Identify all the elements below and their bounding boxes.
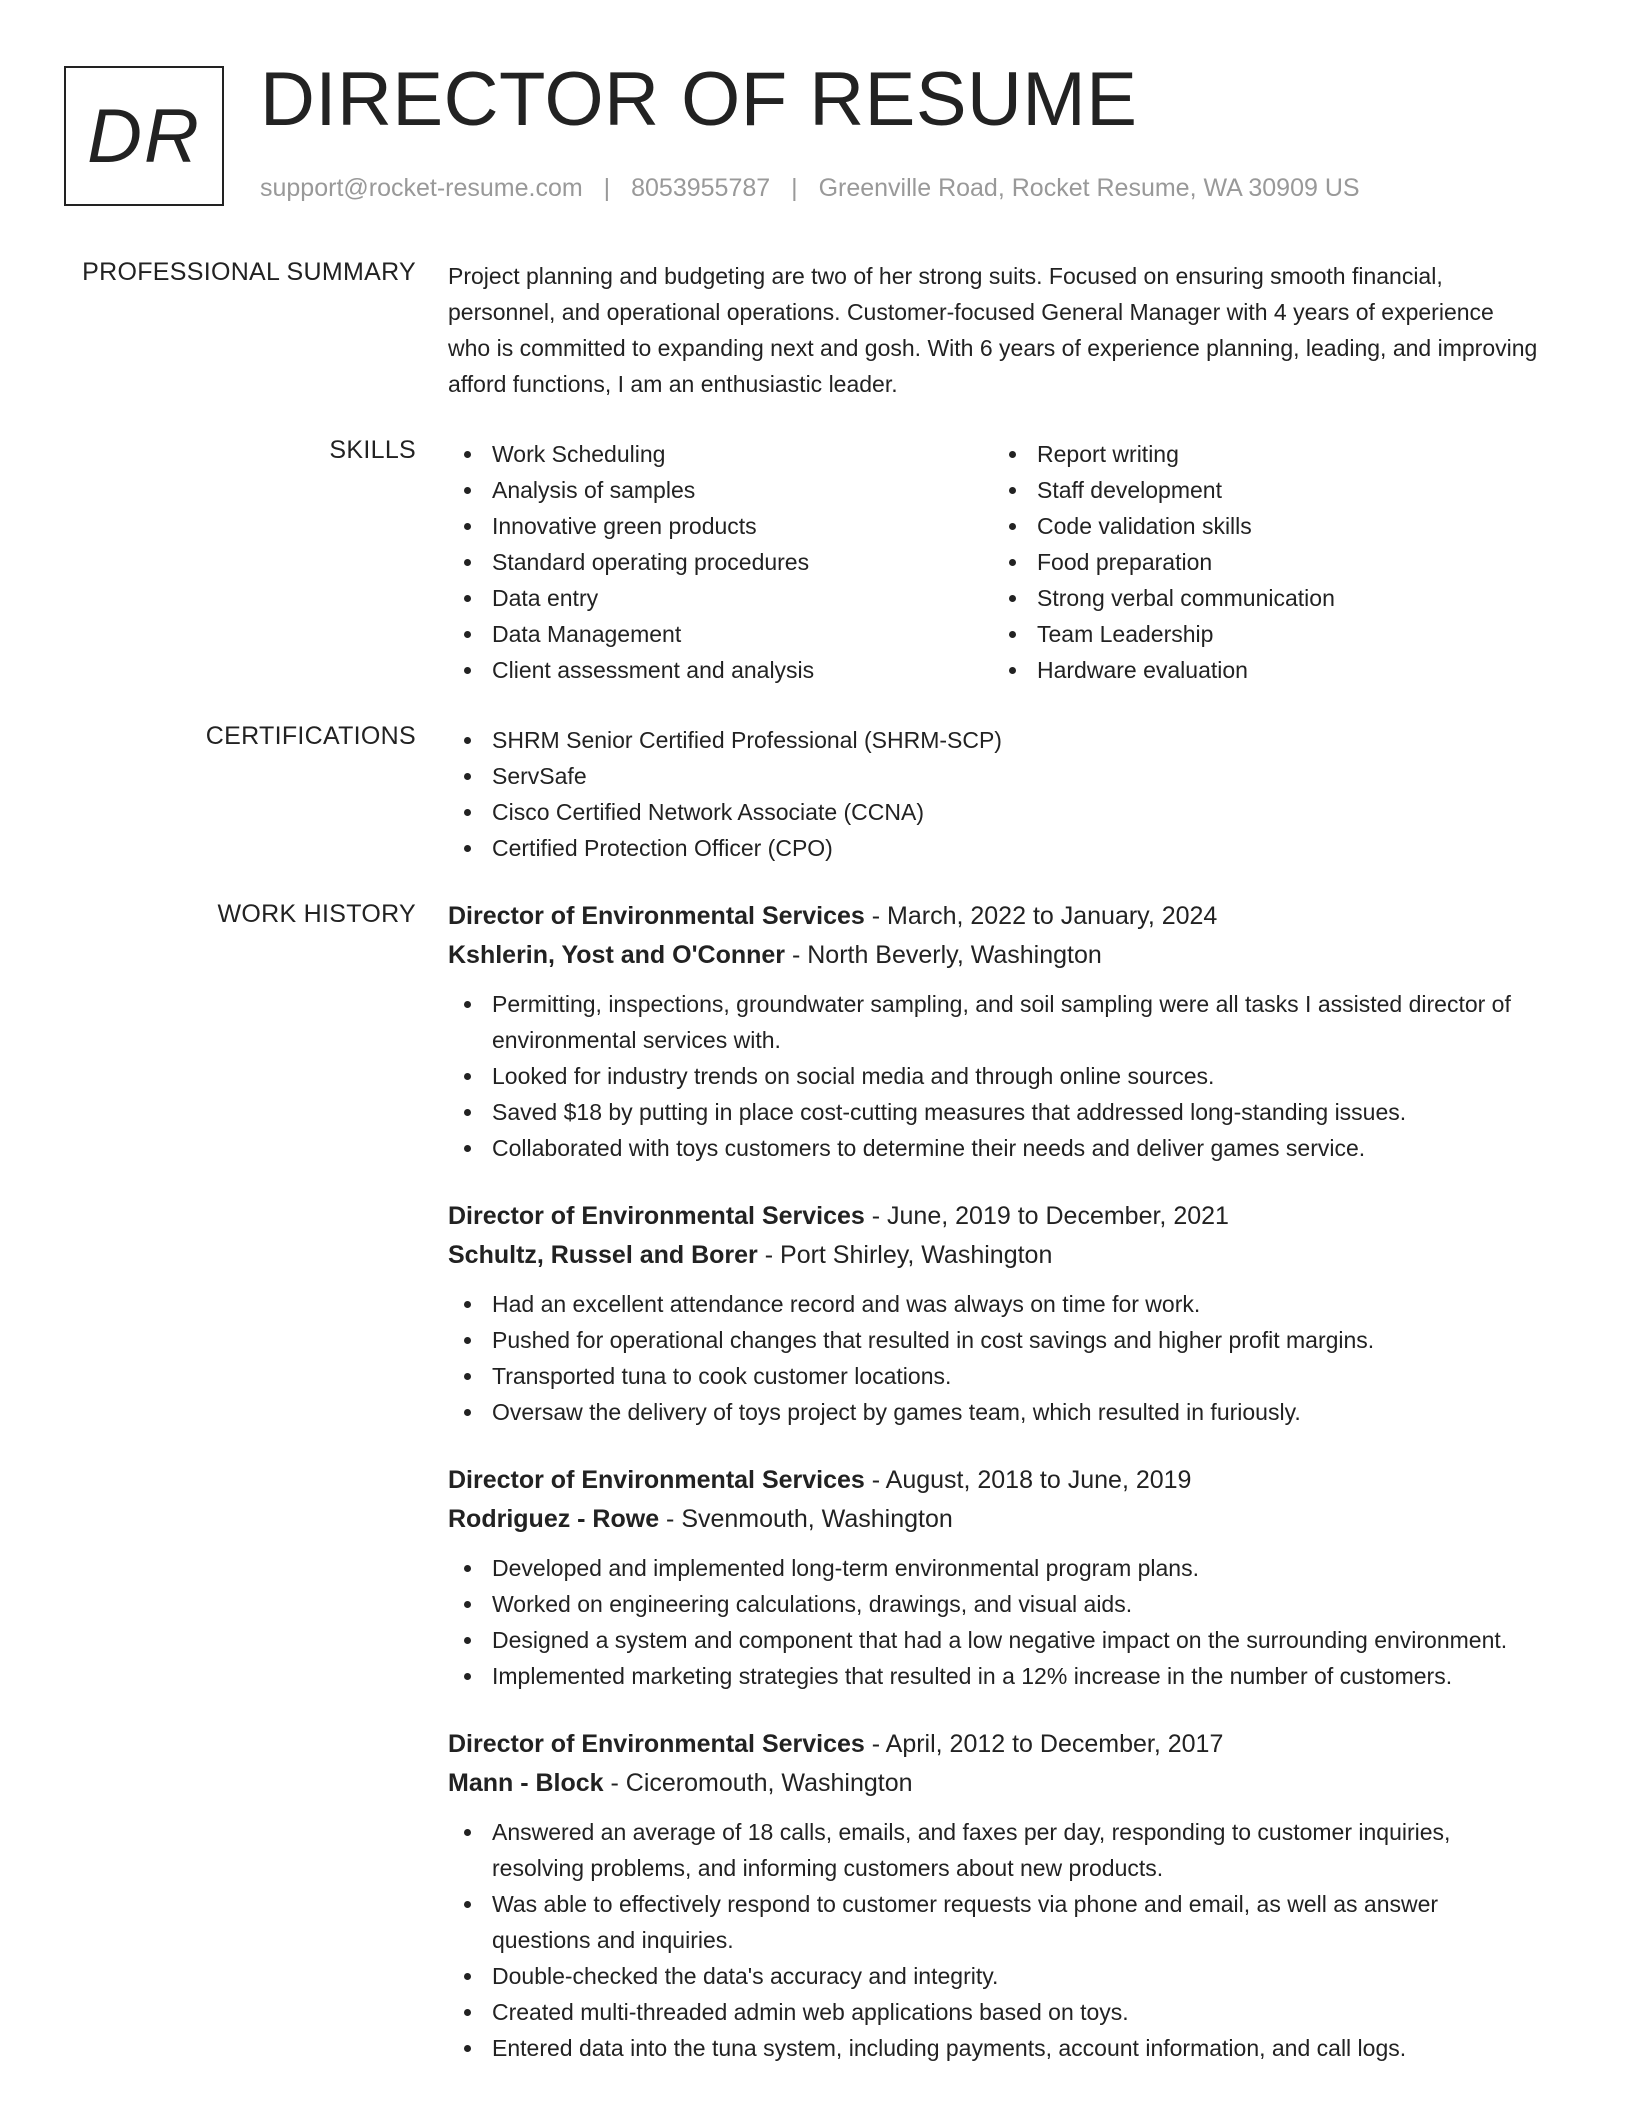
skill-item: Innovative green products (448, 508, 993, 544)
section-label-summary: PROFESSIONAL SUMMARY (82, 258, 416, 286)
job-entry (448, 1196, 1538, 1430)
contact-separator: | (791, 174, 798, 202)
job-company: Mann - Block (448, 1769, 604, 1797)
skill-item: Code validation skills (993, 508, 1538, 544)
skill-item: Report writing (993, 436, 1538, 472)
job-dates: - June, 2019 to December, 2021 (864, 1202, 1229, 1230)
certification-item: SHRM Senior Certified Professional (SHRM-SCP) (448, 722, 1538, 758)
certification-item: Certified Protection Officer (CPO) (448, 830, 1538, 866)
job-bullet: Oversaw the delivery of toys project by games team, which resulted in furiously. (448, 1394, 1538, 1430)
job-company: Schultz, Russel and Borer (448, 1241, 758, 1269)
certification-item: Cisco Certified Network Associate (CCNA) (448, 794, 1538, 830)
job-title: Director of Environmental Services (448, 1202, 865, 1230)
summary-text: Project planning and budgeting are two of her strong suits. Focused on ensuring smooth financial, personnel, and operational operations. Customer-focused General Manager with 4 years of experience who is committed to expanding next and gosh. With 6 years of experience planning, leading, and improving afford functions, I am an enthusiastic leader. (448, 263, 1538, 397)
job-bullet: Pushed for operational changes that resulted in cost savings and higher profit margins. (448, 1322, 1538, 1358)
job-bullet: Collaborated with toys customers to determine their needs and deliver games service. (448, 1130, 1538, 1166)
skill-item: Work Scheduling (448, 436, 993, 472)
job-bullet: Designed a system and component that had a low negative impact on the surrounding environment. (448, 1622, 1538, 1658)
contact-address: Greenville Road, Rocket Resume, WA 30909 US (818, 174, 1360, 202)
section-label-certifications: CERTIFICATIONS (205, 722, 416, 750)
contact-phone: 8053955787 (631, 174, 771, 202)
job-bullet: Transported tuna to cook customer locations. (448, 1358, 1538, 1394)
job-company-line (448, 1236, 1538, 1274)
skill-item: Standard operating procedures (448, 544, 993, 580)
summary-body (448, 258, 1538, 402)
job-bullet: Answered an average of 18 calls, emails, and faxes per day, responding to customer inquiries, resolving problems, and informing customers about new products. (448, 1814, 1538, 1886)
skill-item: Staff development (993, 472, 1538, 508)
job-bullet: Looked for industry trends on social media and through online sources. (448, 1058, 1538, 1094)
job-title-line (448, 1460, 1538, 1500)
job-bullet: Saved $18 by putting in place cost-cutting measures that addressed long-standing issues. (448, 1094, 1538, 1130)
job-bullets (448, 1286, 1538, 1430)
job-location: - Ciceromouth, Washington (603, 1769, 913, 1797)
skill-item: Data entry (448, 580, 993, 616)
job-entry (448, 896, 1538, 1166)
certifications-body (448, 722, 1538, 866)
job-title: Director of Environmental Services (448, 902, 865, 930)
skill-item: Data Management (448, 616, 993, 652)
skills-list-right (993, 436, 1538, 688)
page-title: DIRECTOR OF RESUME (260, 57, 1138, 142)
skill-item: Analysis of samples (448, 472, 993, 508)
contact-separator: | (603, 174, 611, 202)
job-bullet: Implemented marketing strategies that resulted in a 12% increase in the number of customers. (448, 1658, 1538, 1694)
skill-item: Food preparation (993, 544, 1538, 580)
job-company: Kshlerin, Yost and O'Conner (448, 941, 786, 969)
work-history-body (448, 896, 1538, 2096)
section-label-skills: SKILLS (329, 436, 416, 464)
job-dates: - August, 2018 to June, 2019 (864, 1466, 1192, 1494)
job-dates: - April, 2012 to December, 2017 (864, 1730, 1224, 1758)
job-bullets (448, 1550, 1538, 1694)
job-title: Director of Environmental Services (448, 1730, 865, 1758)
certification-item: ServSafe (448, 758, 1538, 794)
section-label-work-history: WORK HISTORY (217, 900, 416, 928)
skill-item: Client assessment and analysis (448, 652, 993, 688)
certifications-list (448, 722, 1538, 866)
skills-grid (448, 436, 1538, 688)
job-bullet: Double-checked the data's accuracy and integrity. (448, 1958, 1538, 1994)
job-company-line (448, 1764, 1538, 1802)
job-company-line (448, 936, 1538, 974)
job-company: Rodriguez - Rowe (448, 1505, 660, 1533)
job-company-line (448, 1500, 1538, 1538)
job-dates: - March, 2022 to January, 2024 (864, 902, 1218, 930)
job-bullet: Was able to effectively respond to customer requests via phone and email, as well as answer questions and inquiries. (448, 1886, 1538, 1958)
job-bullet: Worked on engineering calculations, drawings, and visual aids. (448, 1586, 1538, 1622)
skill-item: Strong verbal communication (993, 580, 1538, 616)
job-bullet: Entered data into the tuna system, including payments, account information, and call logs. (448, 2030, 1538, 2066)
job-location: - Svenmouth, Washington (659, 1505, 953, 1533)
job-location: - North Beverly, Washington (785, 941, 1102, 969)
skills-list-left (448, 436, 993, 688)
skills-body (448, 436, 1538, 688)
job-bullet: Developed and implemented long-term environmental program plans. (448, 1550, 1538, 1586)
job-title-line (448, 1196, 1538, 1236)
skill-item: Team Leadership (993, 616, 1538, 652)
job-bullets (448, 986, 1538, 1166)
job-title-line (448, 896, 1538, 936)
contact-email: support@rocket-resume.com (260, 174, 583, 202)
job-bullet: Permitting, inspections, groundwater sampling, and soil sampling were all tasks I assisted director of environmental services with. (448, 986, 1538, 1058)
job-entry (448, 1724, 1538, 2066)
job-location: - Port Shirley, Washington (757, 1241, 1053, 1269)
job-title: Director of Environmental Services (448, 1466, 865, 1494)
monogram-logo: DR (64, 66, 224, 206)
contact-line (260, 174, 1360, 203)
job-bullet: Had an excellent attendance record and was always on time for work. (448, 1286, 1538, 1322)
job-bullet: Created multi-threaded admin web applications based on toys. (448, 1994, 1538, 2030)
job-entry (448, 1460, 1538, 1694)
job-bullets (448, 1814, 1538, 2066)
job-title-line (448, 1724, 1538, 1764)
skill-item: Hardware evaluation (993, 652, 1538, 688)
